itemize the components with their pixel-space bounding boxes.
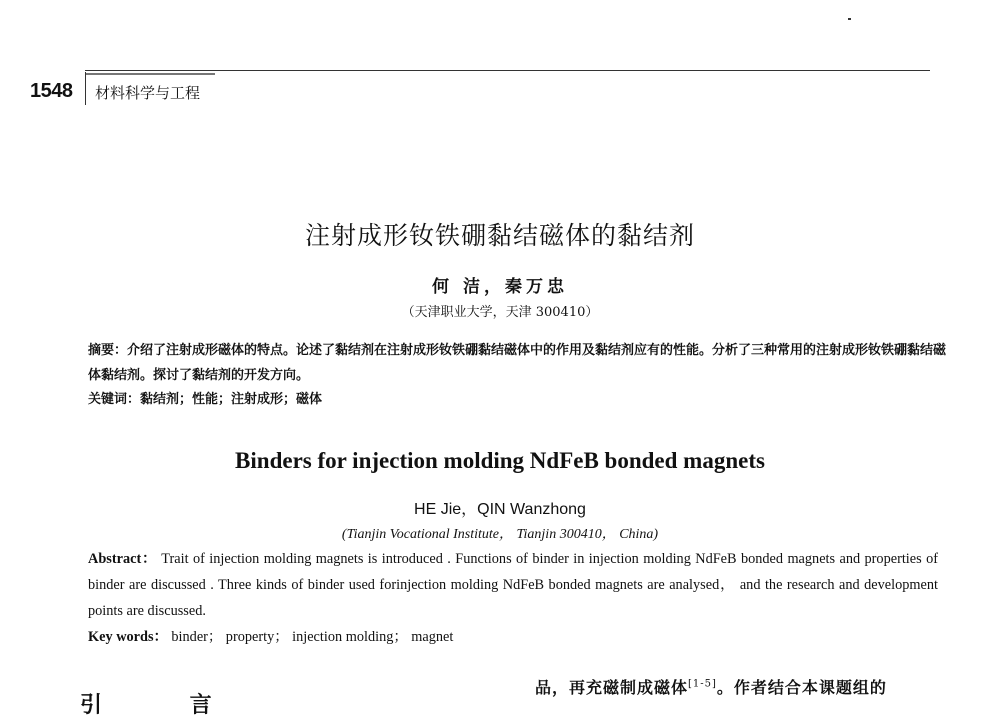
body-text-end: 。作者结合本课题组的 — [716, 678, 887, 697]
english-abstract-text: Trait of injection molding magnets is introduced . Functions of binder in injection molding NdFeB bonded magnets and properties of binder are discussed . Three kinds of binder used forinjection molding NdFeB bonded magnets are analysed， and the research and development points are discussed. — [88, 551, 938, 619]
chinese-abstract-text: 介绍了注射成形磁体的特点。论述了黏结剂在注射成形钕铁硼黏结磁体中的作用及黏结剂应有的性能。分析了三种常用的注射成形钕铁硼黏结磁体黏结剂。探讨了黏结剂的开发方向。 — [88, 343, 947, 383]
header-divider — [85, 72, 86, 105]
english-abstract — [88, 546, 938, 624]
chinese-keywords — [88, 388, 322, 407]
english-title: Binders for injection molding NdFeB bonded magnets — [235, 448, 765, 473]
english-keywords-text: binder； property； injection molding； magnet — [171, 629, 454, 645]
chinese-abstract — [88, 338, 948, 388]
english-authors: HE Jie，QIN Wanzhong — [414, 501, 586, 518]
body-text-start: 品，再充磁制成磁体 — [535, 678, 689, 697]
english-abstract-label: Abstract： — [88, 551, 158, 567]
chinese-keywords-text: 黏结剂；性能；注射成形；磁体 — [140, 392, 323, 407]
chinese-authors: 何 洁，秦万忠 — [432, 277, 568, 297]
header-rule — [85, 70, 930, 71]
chinese-abstract-label: 摘要： — [88, 343, 128, 358]
journal-name: 材料科学与工程 — [95, 84, 201, 102]
chinese-keywords-label: 关键词： — [88, 392, 141, 407]
chinese-title: 注射成形钕铁硼黏结磁体的黏结剂 — [304, 221, 695, 250]
corner-mark — [848, 18, 851, 20]
body-text-line — [535, 675, 887, 698]
header-rule-accent — [85, 73, 215, 75]
page-number: 1548 — [30, 80, 73, 102]
english-keywords-label: Key words： — [88, 629, 168, 645]
english-keywords — [88, 626, 453, 646]
chinese-affiliation: （天津职业大学，天津 300410） — [401, 305, 599, 320]
citation: [1-5] — [688, 678, 717, 690]
introduction-heading: 引 言 — [80, 692, 252, 718]
english-affiliation: (Tianjin Vocational Institute， Tianjin 300410， China) — [341, 527, 659, 542]
